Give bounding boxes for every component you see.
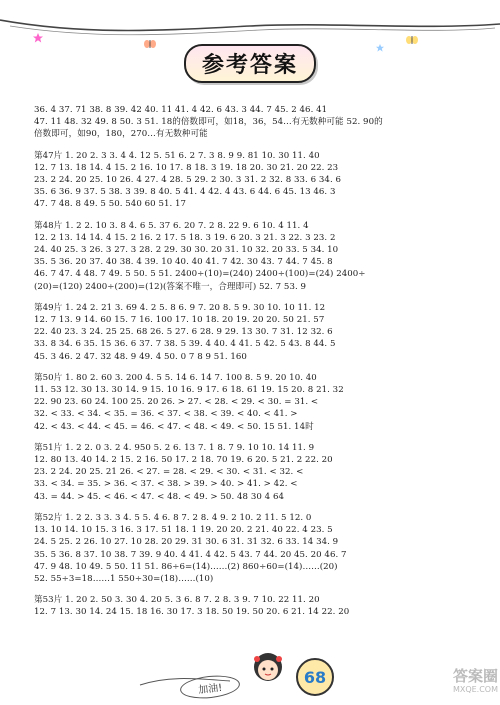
answer-line: 第50片 1. 80 2. 60 3. 200 4. 5 5. 14 6. 14 7. 100 8. 5 9. 20 10. 40 — [34, 372, 317, 383]
star-icon — [33, 33, 43, 43]
answer-line: 35. 5 36. 20 37. 40 38. 4 39. 10 40. 40 41. 7 42. 30 43. 7 44. 7 45. 8 — [34, 257, 333, 268]
answer-line: 第47片 1. 20 2. 3 3. 4 4. 12 5. 51 6. 2 7. 3 8. 9 9. 81 10. 30 11. 40 — [34, 150, 320, 161]
answer-line: 52. 55÷3=18……1 550÷30=(18)……(10) — [34, 573, 214, 584]
answer-line: 45. 3 46. 2 47. 32 48. 9 49. 4 50. 0 7 8 9 51. 160 — [34, 351, 247, 362]
answer-line: 第53片 1. 20 2. 50 3. 30 4. 20 5. 3 6. 8 7. 2 8. 3 9. 7 10. 22 11. 20 — [34, 595, 320, 606]
answer-line: 33. 8 34. 6 35. 15 36. 6 37. 7 38. 5 39. 4 40. 4 41. 5 42. 5 43. 8 44. 5 — [34, 339, 336, 350]
answer-line: 35. 5 36. 8 37. 10 38. 7 39. 9 40. 4 41. 4 42. 5 43. 7 44. 20 45. 20 46. 7 — [34, 549, 347, 560]
title-area — [0, 46, 500, 80]
answer-line: 12. 7 13. 18 14. 4 15. 2 16. 10 17. 8 18. 3 19. 18 20. 30 21. 20 22. 23 — [34, 162, 339, 173]
answer-line: 42. < 43. < 44. < 45. = 46. < 47. < 48. < 49. < 50. 15 51. 14时 — [34, 421, 314, 432]
page-title: 参考答案 — [184, 44, 316, 83]
answer-line: 23. 2 24. 20 25. 21 26. < 27. = 28. < 29. < 30. < 31. < 32. < — [34, 467, 304, 478]
answer-line: 12. 2 13. 14 14. 4 15. 2 16. 2 17. 5 18. 3 19. 6 20. 3 21. 3 22. 3 23. 2 — [34, 232, 336, 243]
answer-line: 第52片 1. 2 2. 3 3. 3 4. 5 5. 4 6. 8 7. 2 8. 4 9. 2 10. 2 11. 5 12. 0 — [34, 512, 312, 523]
answer-line: 46. 7 47. 4 48. 7 49. 5 50. 5 51. 2400÷(10)=(240) 2400÷(100)=(24) 2400÷ — [34, 269, 366, 280]
watermark — [416, 668, 498, 695]
answer-line: 第51片 1. 2 2. 0 3. 2 4. 950 5. 2 6. 13 7. 1 8. 7 9. 10 10. 14 11. 9 — [34, 442, 315, 453]
answer-line: 12. 7 13. 30 14. 24 15. 18 16. 30 17. 3 18. 50 19. 50 20. 6 21. 14 22. 20 — [34, 607, 350, 618]
answer-line: 12. 7 13. 9 14. 60 15. 7 16. 100 17. 10 18. 20 19. 20 20. 50 21. 57 — [34, 315, 325, 326]
butterfly-icon — [406, 36, 418, 44]
answer-line: 36. 4 37. 71 38. 8 39. 42 40. 11 41. 4 42. 6 43. 3 44. 7 45. 2 46. 41 — [34, 105, 328, 115]
answer-line: 47. 9 48. 10 49. 5 50. 11 51. 86÷6=(14)……(2) 860÷60=(14)……(20) — [34, 561, 338, 572]
watermark-logo: 答案圈 — [452, 667, 498, 685]
top-swoosh-line — [0, 20, 500, 31]
answer-line: 第48片 1. 2 2. 10 3. 8 4. 6 5. 37 6. 20 7. 2 8. 22 9. 6 10. 4 11. 4 — [34, 220, 309, 231]
answer-line: 47. 11 48. 32 49. 8 50. 3 51. 18的倍数即可，如18，36，54…有无数种可能 52. 90的 — [34, 117, 383, 128]
answer-line: 倍数即可，如90，180，270…有无数种可能 — [34, 129, 208, 140]
answer-line: 47. 7 48. 8 49. 5 50. 540 60 51. 17 — [34, 199, 187, 210]
answer-line: 35. 6 36. 9 37. 5 38. 3 39. 8 40. 5 41. 4 42. 4 43. 6 44. 6 45. 13 46. 3 — [34, 187, 336, 198]
answer-line: 24. 40 25. 3 26. 3 27. 3 28. 2 29. 30 30. 20 31. 10 32. 20 33. 5 34. 10 — [34, 245, 339, 256]
answer-line: 12. 80 13. 40 14. 2 15. 2 16. 50 17. 2 18. 70 19. 6 20. 5 21. 2 22. 20 — [34, 455, 333, 466]
answer-line: 24. 5 25. 2 26. 10 27. 10 28. 20 29. 31 30. 6 31. 31 32. 6 33. 14 34. 9 — [34, 537, 339, 548]
answer-line: 第49片 1. 24 2. 21 3. 69 4. 2 5. 8 6. 9 7. 20 8. 5 9. 30 10. 10 11. 12 — [34, 302, 326, 313]
answer-line: 22. 40 23. 3 24. 25 25. 68 26. 5 27. 6 28. 9 29. 13 30. 7 31. 12 32. 6 — [34, 327, 333, 338]
cartoon-kid-icon — [254, 653, 282, 681]
answer-line: (20)=(120) 2400÷(200)=(12)(答案不唯一，合理即可) 52. 7 53. 9 — [34, 281, 307, 292]
answer-line: 22. 90 23. 60 24. 100 25. 20 26. > 27. < 28. < 29. < 30. = 31. < — [34, 397, 319, 408]
answer-line: 43. = 44. > 45. < 46. < 47. < 48. < 49. > 50. 48 30 4 64 — [34, 491, 284, 502]
watermark-site: MXQE.COM — [452, 685, 498, 694]
answer-line: 23. 2 24. 20 25. 10 26. 4 27. 4 28. 5 29. 2 30. 3 31. 2 32. 8 33. 6 34. 6 — [34, 175, 342, 186]
answer-line: 13. 10 14. 10 15. 3 16. 3 17. 51 18. 1 19. 20 20. 2 21. 40 22. 4 23. 5 — [34, 525, 333, 536]
cheer-bubble: 加油! — [179, 673, 241, 701]
answer-line: 32. < 33. < 34. < 35. = 36. < 37. < 38. < 39. < 40. < 41. > — [34, 409, 298, 420]
page-number-badge: 68 — [296, 658, 334, 696]
top-swoosh-line-2 — [10, 26, 495, 35]
answer-line: 11. 53 12. 30 13. 30 14. 9 15. 10 16. 9 17. 6 18. 61 19. 15 20. 8 21. 32 — [34, 385, 344, 396]
answer-content — [34, 104, 470, 619]
answer-line: 33. < 34. = 35. > 36. < 37. < 38. > 39. > 40. > 41. > 42. < — [34, 479, 298, 490]
